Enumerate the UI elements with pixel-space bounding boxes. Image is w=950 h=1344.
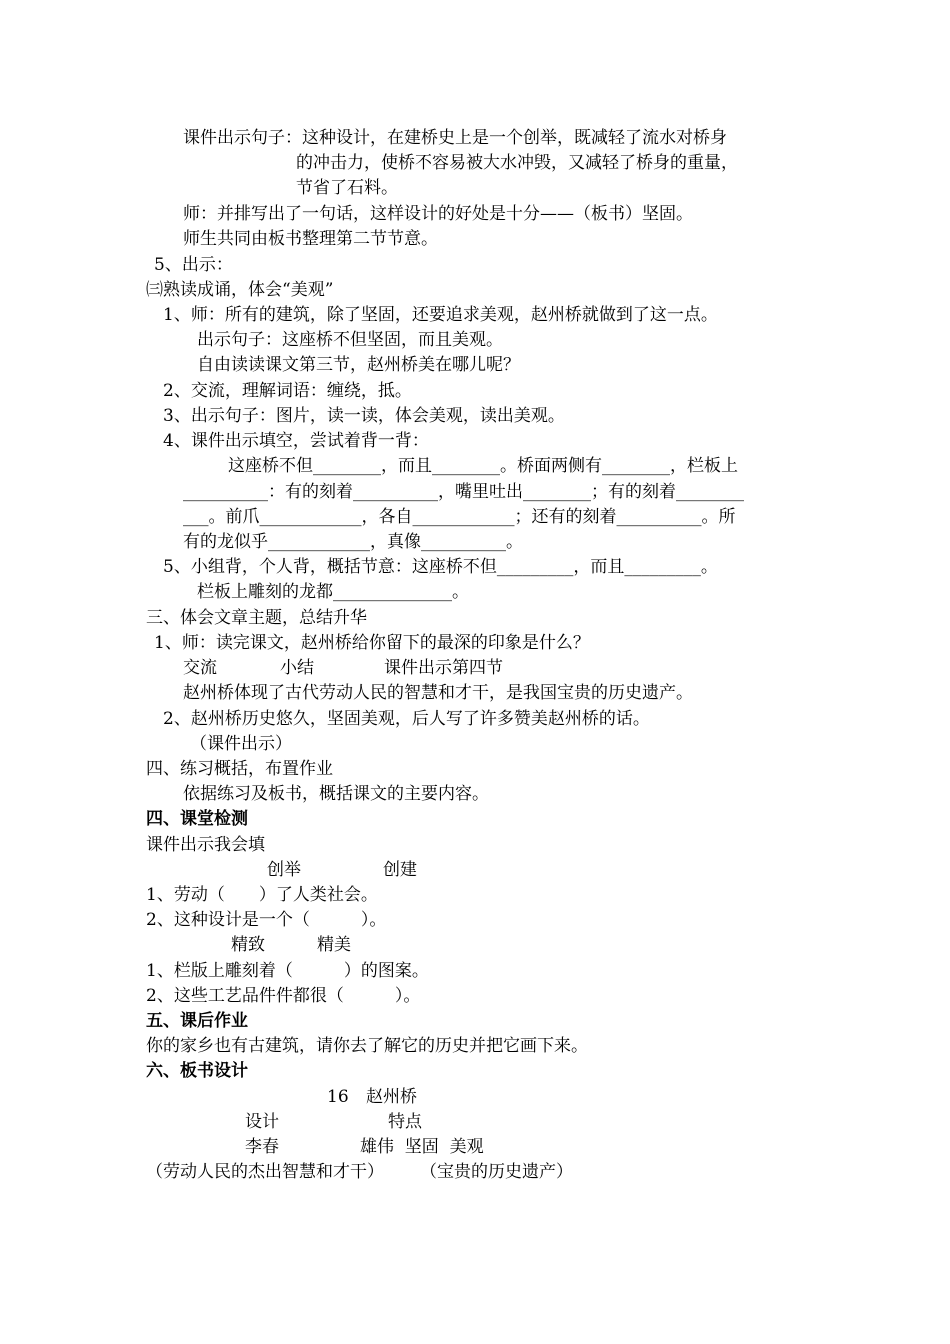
section-3-title: 三、体会文章主题，总结升华	[146, 608, 367, 628]
fill-blank-line-3: ___。前爪____________，各自____________；还有的刻着__________。所	[183, 507, 736, 527]
fill-blank-line-4: 有的龙似乎____________，真像__________。	[183, 532, 523, 552]
step-1: 1、师：所有的建筑，除了坚固，还要追求美观，赵州桥就做到了这一点。	[163, 305, 718, 325]
class-check-intro: 课件出示我会填	[146, 835, 265, 855]
step-1-reading: 自由读读课文第三节，赵州桥美在哪儿呢？	[197, 355, 520, 375]
board-note-heritage: （宝贵的历史遗产）	[420, 1162, 573, 1182]
board-design-title: 六、板书设计	[146, 1061, 248, 1081]
section-4-title: 四、练习概括，布置作业	[146, 759, 333, 779]
subsection-3-title: ㈢熟读成诵，体会“美观”	[146, 280, 334, 300]
fill-blank-line-2: __________：有的刻着__________，嘴里吐出________；有的刻着________	[183, 482, 744, 502]
check-question-1: 1、劳动（ ）了人类社会。	[146, 885, 378, 905]
check-question-2: 2、这种设计是一个（ ）。	[146, 910, 387, 930]
section-3-question-2: 2、赵州桥历史悠久，坚固美观，后人写了许多赞美赵州桥的话。	[163, 709, 650, 729]
lesson-name: 赵州桥	[366, 1087, 417, 1107]
section-3-conclusion: 赵州桥体现了古代劳动人民的智慧和才干，是我国宝贵的历史遗产。	[183, 683, 693, 703]
courseware-label: 课件出示句子：	[183, 128, 302, 148]
class-check-title: 四、课堂检测	[146, 809, 248, 829]
step-1-sentence: 出示句子：这座桥不但坚固，而且美观。	[197, 330, 503, 350]
step-2: 2、交流，理解词语：缠绕，抵。	[163, 381, 412, 401]
homework-title: 五、课后作业	[146, 1011, 248, 1031]
board-note-wisdom: （劳动人民的杰出智慧和才干）	[146, 1162, 384, 1182]
fill-blank-line-1: 这座桥不但________，而且________。桥面两侧有________，栏板上	[228, 456, 738, 476]
word-option-2a: 精致	[231, 935, 265, 955]
step-5: 5、小组背，个人背，概括节意：这座桥不但_________，而且_________。	[163, 557, 718, 577]
activity-courseware: 课件出示第四节	[384, 658, 503, 678]
activity-exchange: 交流	[183, 658, 217, 678]
section-4-body: 依据练习及板书，概括课文的主要内容。	[183, 784, 489, 804]
step-3: 3、出示句子：图片，读一读，体会美观，读出美观。	[163, 406, 565, 426]
step-4: 4、课件出示填空，尝试着背一背：	[163, 431, 429, 451]
section-3-question-2-note: （课件出示）	[190, 734, 292, 754]
courseware-sentence-line-2: 的冲击力，使桥不容易被大水冲毁，又减轻了桥身的重量，	[296, 153, 738, 173]
board-features: 雄伟 坚固 美观	[360, 1137, 484, 1157]
courseware-sentence-line-1: 这种设计，在建桥史上是一个创举，既减轻了流水对桥身	[302, 128, 727, 148]
word-option-2b: 精美	[317, 935, 351, 955]
item-5: 5、出示：	[154, 255, 233, 275]
summary-line: 师生共同由板书整理第二节节意。	[183, 229, 438, 249]
board-designer: 李春	[245, 1137, 279, 1157]
board-column-design: 设计	[245, 1112, 279, 1132]
courseware-sentence-line-3: 节省了石料。	[296, 178, 398, 198]
activity-summary: 小结	[280, 658, 314, 678]
lesson-number: 16	[327, 1087, 349, 1107]
teacher-line: 师：并排写出了一句话，这样设计的好处是十分——（板书）坚固。	[183, 204, 693, 224]
section-3-question-1: 1、师：读完课文，赵州桥给你留下的最深的印象是什么？	[154, 633, 590, 653]
step-5-continued: 栏板上雕刻的龙都______________。	[197, 582, 469, 602]
word-option-1a: 创举	[267, 860, 301, 880]
homework-body: 你的家乡也有古建筑，请你去了解它的历史并把它画下来。	[146, 1036, 588, 1056]
word-option-1b: 创建	[383, 860, 417, 880]
check-question-4: 2、这些工艺品件件都很（ ）。	[146, 986, 421, 1006]
board-column-features: 特点	[388, 1112, 422, 1132]
check-question-3: 1、栏版上雕刻着（ ）的图案。	[146, 961, 429, 981]
